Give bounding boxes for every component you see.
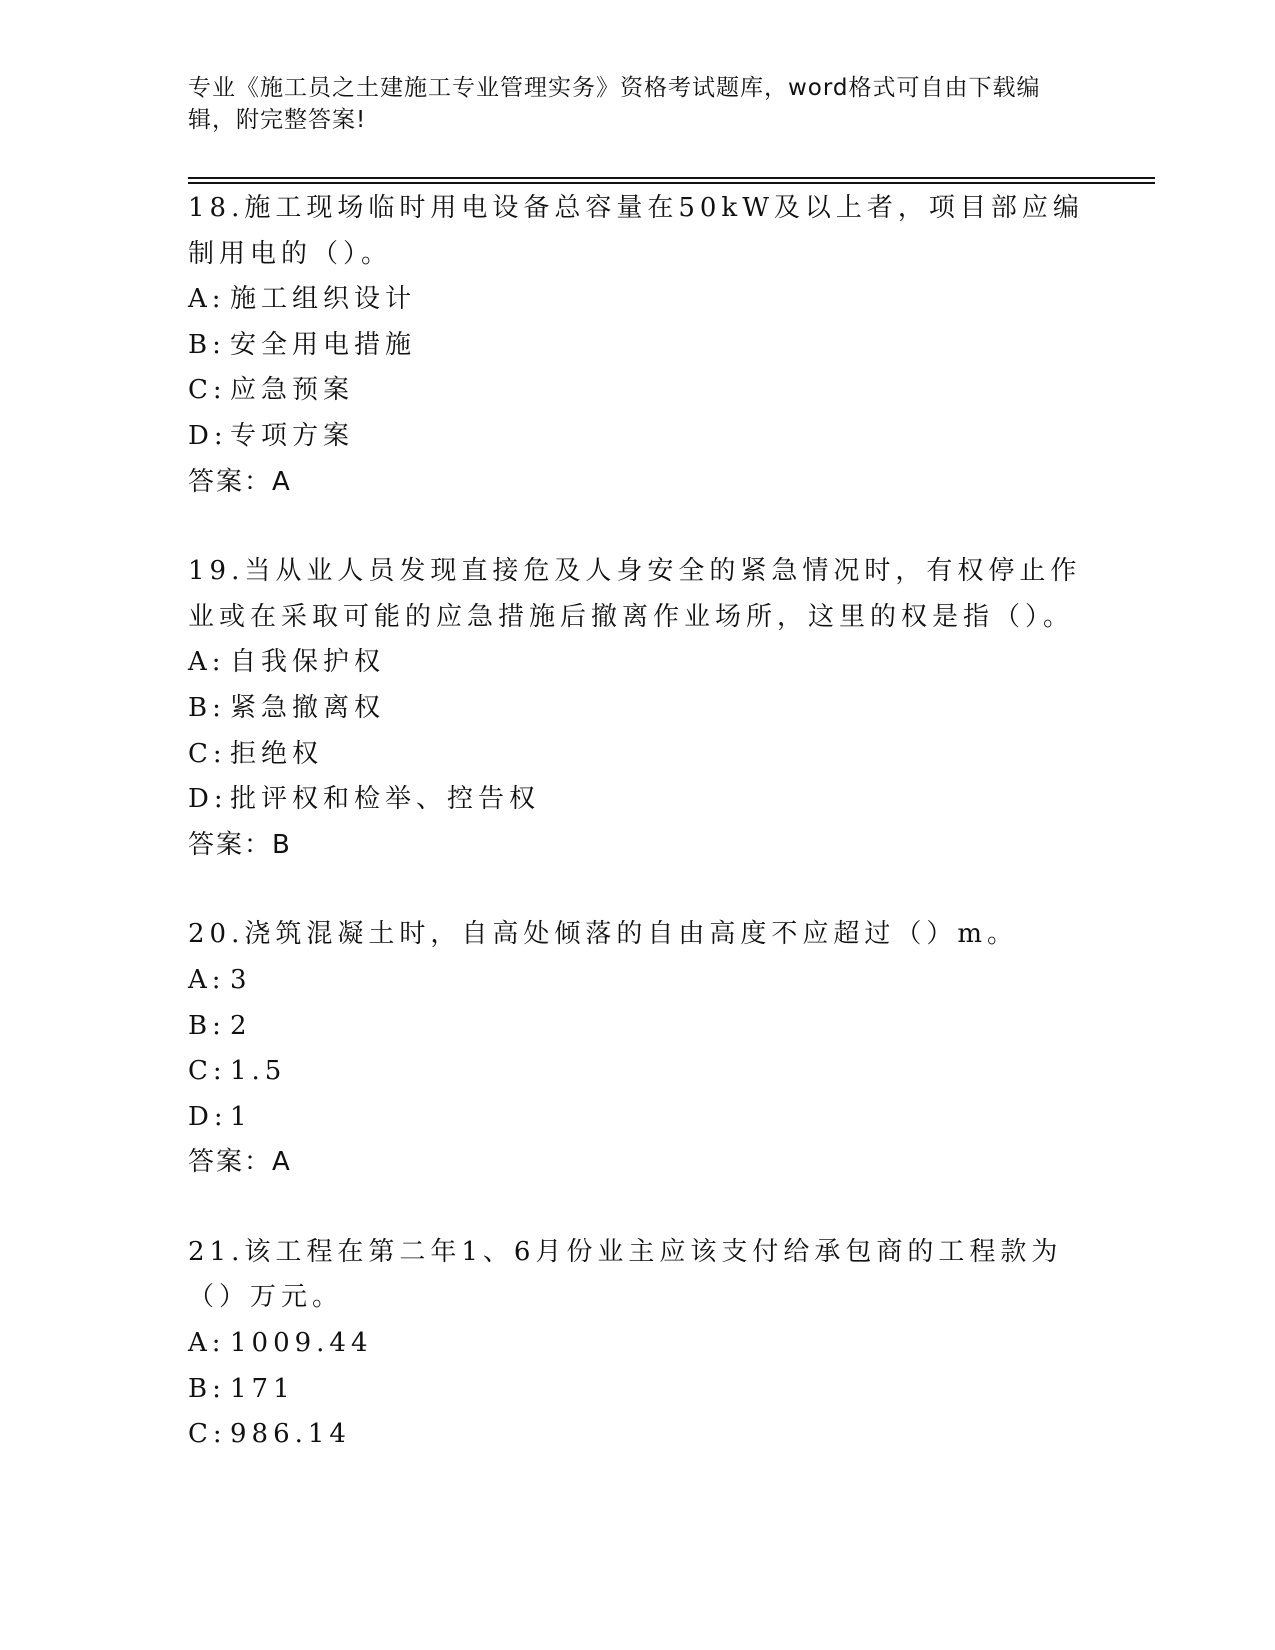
option-letter: C: xyxy=(188,1419,227,1450)
option-letter: B: xyxy=(188,329,226,360)
option-a xyxy=(188,1321,1088,1367)
option-d xyxy=(188,777,1088,823)
question-list xyxy=(188,186,1088,1458)
option-text: 紧急撤离权 xyxy=(230,692,386,723)
option-text: 专项方案 xyxy=(230,420,355,451)
answer-line: 答案：A xyxy=(188,1147,292,1178)
option-c xyxy=(188,368,1088,414)
option-c xyxy=(188,732,1088,778)
question-20 xyxy=(188,912,1088,1186)
option-text: 拒绝权 xyxy=(230,738,324,769)
option-text: 2 xyxy=(230,1010,252,1041)
option-b xyxy=(188,1004,1088,1050)
option-text: 应急预案 xyxy=(230,375,355,406)
question-18 xyxy=(188,186,1088,505)
option-b xyxy=(188,323,1088,369)
option-letter: B: xyxy=(188,1010,226,1041)
option-letter: D: xyxy=(188,420,228,451)
option-d xyxy=(188,414,1088,460)
option-c xyxy=(188,1412,1088,1458)
option-text: 批评权和检举、控告权 xyxy=(230,784,541,815)
question-stem: 19.当从业人员发现直接危及人身安全的紧急情况时，有权停止作业或在采取可能的应急措施后撤离作业场所，这里的权是指（）。 xyxy=(188,556,1082,632)
option-text: 1.5 xyxy=(230,1056,287,1087)
header-divider-top xyxy=(188,177,1155,179)
option-a xyxy=(188,277,1088,323)
option-text: 1 xyxy=(230,1101,252,1132)
option-letter: C: xyxy=(188,1056,227,1087)
option-letter: A: xyxy=(188,1328,226,1359)
header-divider-bottom xyxy=(188,182,1155,184)
option-d xyxy=(188,1095,1088,1141)
document-header xyxy=(188,72,1068,136)
option-letter: A: xyxy=(188,964,226,995)
header-title: 专业《施工员之土建施工专业管理实务》资格考试题库，word格式可自由下载编辑，附完整答案! xyxy=(188,75,1041,133)
option-letter: B: xyxy=(188,1373,226,1404)
option-text: 171 xyxy=(230,1373,295,1404)
option-letter: B: xyxy=(188,692,226,723)
option-text: 1009.44 xyxy=(230,1328,373,1359)
option-letter: A: xyxy=(188,284,226,315)
question-21 xyxy=(188,1230,1088,1458)
option-c xyxy=(188,1049,1088,1095)
question-19 xyxy=(188,549,1088,868)
question-stem: 21.该工程在第二年1、6月份业主应该支付给承包商的工程款为（）万元。 xyxy=(188,1236,1063,1313)
option-text: 施工组织设计 xyxy=(230,284,417,315)
option-text: 自我保护权 xyxy=(230,647,386,678)
option-a xyxy=(188,640,1088,686)
option-text: 3 xyxy=(230,964,252,995)
answer-line: 答案：A xyxy=(188,466,292,497)
answer-line: 答案：B xyxy=(188,829,292,860)
option-b xyxy=(188,686,1088,732)
option-letter: A: xyxy=(188,647,226,678)
question-stem: 20.浇筑混凝土时，自高处倾落的自由高度不应超过（）m。 xyxy=(188,919,1019,950)
option-a xyxy=(188,958,1088,1004)
option-letter: D: xyxy=(188,1101,228,1132)
option-text: 安全用电措施 xyxy=(230,329,417,360)
option-b xyxy=(188,1367,1088,1413)
option-text: 986.14 xyxy=(230,1419,351,1450)
question-stem: 18.施工现场临时用电设备总容量在50kW及以上者，项目部应编制用电的（）。 xyxy=(188,193,1084,269)
option-letter: C: xyxy=(188,375,227,406)
option-letter: D: xyxy=(188,784,228,815)
option-letter: C: xyxy=(188,738,227,769)
